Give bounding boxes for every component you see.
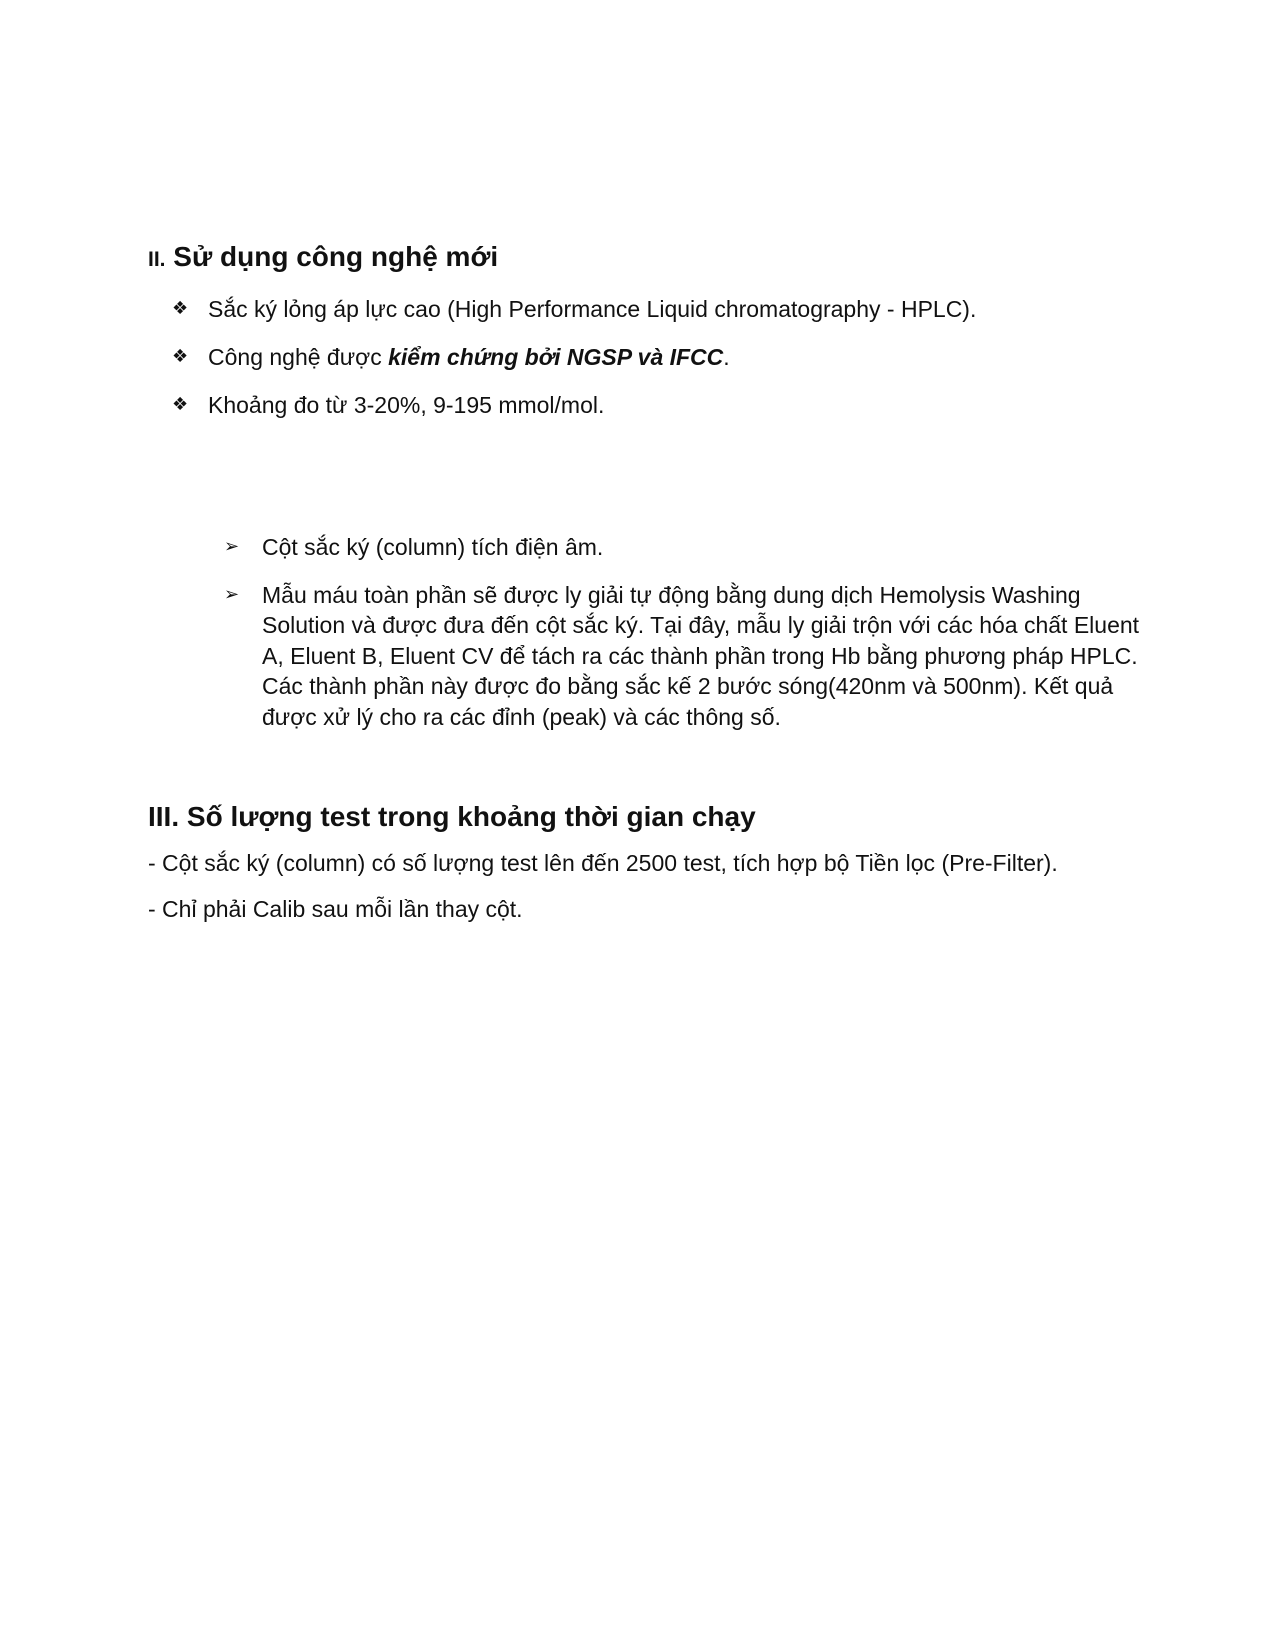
bullet-emphasis: kiểm chứng bởi NGSP và IFCC (388, 344, 724, 370)
diamond-bullet-icon: ❖ (172, 394, 189, 415)
section-3-heading: III. Số lượng test trong khoảng thời gian chạy (148, 801, 756, 832)
bullet-text: Sắc ký lỏng áp lực cao (High Performance Liquid chromatography - HPLC). (208, 296, 977, 322)
list-item (172, 294, 1172, 342)
list-item (172, 342, 1172, 390)
section-2-sub-bullet-list (224, 532, 1154, 749)
section-3-line: - Chỉ phải Calib sau mỗi lần thay cột. (148, 896, 523, 922)
arrowhead-bullet-icon: ➢ (224, 536, 240, 557)
arrowhead-bullet-icon: ➢ (224, 583, 240, 605)
bullet-text: Khoảng đo từ 3-20%, 9-195 mmol/mol. (208, 392, 605, 418)
sub-bullet-text: Mẫu máu toàn phần sẽ được ly giải tự động bằng dung dịch Hemolysis Washing Solution và được đưa đến cột sắc ký. Tại đây, mẫu ly giải trộn với các hóa chất Eluent A, Eluent B, Eluent CV để tách ra các thành phần trong Hb bằng phương pháp HPLC. Các thành phần này được đo bằng sắc kế 2 bước sóng(420nm và 500nm). Kết quả được xử lý cho ra các đỉnh (peak) và các thông số. (262, 581, 1140, 730)
section-3-line: - Cột sắc ký (column) có số lượng test lên đến 2500 test, tích hợp bộ Tiền lọc (Pre-Filter). (148, 850, 1058, 876)
diamond-bullet-icon: ❖ (172, 346, 189, 367)
section-2-heading (148, 240, 498, 277)
section-2-number: II. (148, 248, 166, 271)
diamond-bullet-icon: ❖ (172, 298, 189, 319)
sub-bullet-text: Cột sắc ký (column) tích điện âm. (262, 534, 604, 560)
section-2-title: Sử dụng công nghệ mới (173, 241, 499, 272)
list-item (224, 532, 1154, 563)
section-2-bullet-list (172, 294, 1172, 438)
list-item (224, 580, 1154, 733)
bullet-text-after: . (723, 344, 730, 370)
list-item (172, 390, 1172, 438)
bullet-text-before: Công nghệ được (208, 344, 389, 370)
